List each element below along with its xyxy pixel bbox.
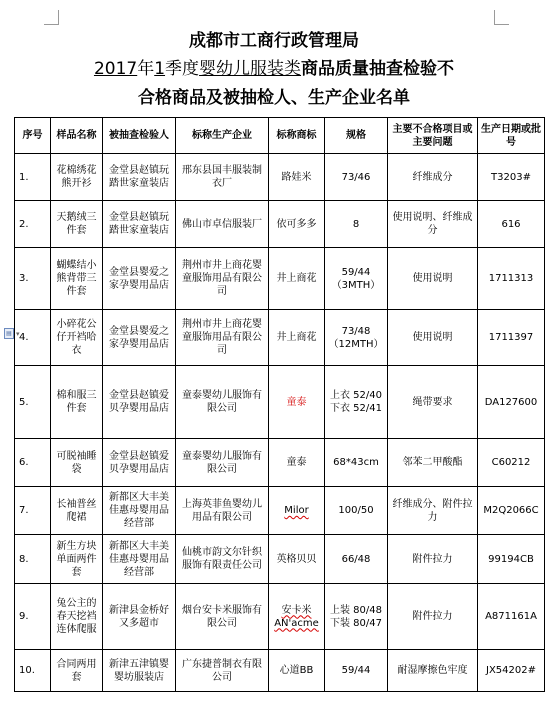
cell-name: 合同两用套 — [51, 650, 103, 692]
cell-batch: 99194CB — [478, 535, 545, 584]
header-spec: 规格 — [325, 118, 388, 154]
chevron-down-icon[interactable]: ▾ — [16, 330, 20, 338]
cell-seller: 金堂县赵镇爱贝孕婴用品店 — [103, 439, 176, 487]
cell-spec: 上装 80/48 下装 80/47 — [325, 584, 388, 650]
subtitle-rest: 商品质量抽查检验不 — [301, 59, 455, 79]
cell-spec: 73/46 — [325, 154, 388, 201]
cell-name: 天鹅绒三件套 — [51, 201, 103, 248]
cell-maker: 佛山市卓信服装厂 — [176, 201, 269, 248]
cell-maker: 仙桃市韵文尔针织服饰有限责任公司 — [176, 535, 269, 584]
cell-name: 蝴蝶结小熊背带三件套 — [51, 248, 103, 310]
cell-no: 6. — [15, 439, 51, 487]
cell-issue: 使用说明、纤维成分 — [388, 201, 478, 248]
cell-issue: 绳带要求 — [388, 366, 478, 439]
table-row — [15, 154, 545, 201]
quarter-suffix: 季度 — [165, 59, 200, 79]
cell-batch: C60212 — [478, 439, 545, 487]
cell-brand: 井上商花 — [269, 310, 325, 366]
document-title: 成都市工商行政管理局 — [189, 31, 359, 51]
cell-name: 花棉绣花熊开衫 — [51, 154, 103, 201]
cell-name: 长袖普丝爬裙 — [51, 487, 103, 535]
cell-issue: 附件拉力 — [388, 535, 478, 584]
results-table — [14, 117, 545, 692]
table-row — [15, 650, 545, 692]
cell-brand: 依可多多 — [269, 201, 325, 248]
page-corner-mark-right — [494, 10, 509, 25]
cell-batch: T3203# — [478, 154, 545, 201]
cell-batch: 1711313 — [478, 248, 545, 310]
cell-seller: 新都区大丰美佳惠母婴用品经营部 — [103, 487, 176, 535]
page-corner-mark-left — [44, 10, 59, 25]
cell-spec: 8 — [325, 201, 388, 248]
header-no: 序号 — [15, 118, 51, 154]
header-name: 样品名称 — [51, 118, 103, 154]
document-title-line3: 合格商品及被抽检人、生产企业名单 — [138, 88, 410, 108]
cell-brand: 井上商花 — [269, 248, 325, 310]
cell-seller: 金堂县赵镇爱贝孕婴用品店 — [103, 366, 176, 439]
table-row — [15, 201, 545, 248]
cell-no: 1. — [15, 154, 51, 201]
cell-issue: 附件拉力 — [388, 584, 478, 650]
table-row — [15, 487, 545, 535]
cell-issue: 邻苯二甲酸酯 — [388, 439, 478, 487]
cell-maker: 童泰婴幼儿服饰有限公司 — [176, 439, 269, 487]
cell-batch: A871161A — [478, 584, 545, 650]
cell-brand: 安卡米 AN'acme — [269, 584, 325, 650]
cell-name: 棉和服三件套 — [51, 366, 103, 439]
header-batch: 生产日期或批号 — [478, 118, 545, 154]
cell-spec: 59/44（3MTH） — [325, 248, 388, 310]
cell-batch: M2Q2066C — [478, 487, 545, 535]
cell-issue: 使用说明 — [388, 248, 478, 310]
cell-batch: DA127600 — [478, 366, 545, 439]
cell-name: 小碎花公仔开裆哈衣 — [51, 310, 103, 366]
cell-no: 9. — [15, 584, 51, 650]
year-suffix: 年 — [137, 59, 155, 79]
cell-maker: 广东捷普制衣有限公司 — [176, 650, 269, 692]
cell-maker: 荆州市井上商花婴童服饰用品有限公司 — [176, 248, 269, 310]
cell-maker: 童泰婴幼儿服饰有限公司 — [176, 366, 269, 439]
cell-no: 3. — [15, 248, 51, 310]
header-brand: 标称商标 — [269, 118, 325, 154]
cell-spec: 100/50 — [325, 487, 388, 535]
table-header-row — [15, 118, 545, 154]
cell-spec: 上衣 52/40 下衣 52/41 — [325, 366, 388, 439]
cell-no: 7. — [15, 487, 51, 535]
table-row — [15, 584, 545, 650]
cell-batch: JX54202# — [478, 650, 545, 692]
cell-name: 兔公主的春天挖裆连体爬服 — [51, 584, 103, 650]
cell-brand: 英格贝贝 — [269, 535, 325, 584]
cell-maker: 邢东县国丰服装制衣厂 — [176, 154, 269, 201]
cell-no: 5. — [15, 366, 51, 439]
cell-maker: 烟台安卡米服饰有限公司 — [176, 584, 269, 650]
cell-seller: 金堂县婴爱之家孕婴用品店 — [103, 310, 176, 366]
cell-seller: 新津县金桥好又多超市 — [103, 584, 176, 650]
header-issue: 主要不合格项目或主要问题 — [388, 118, 478, 154]
cell-issue: 使用说明 — [388, 310, 478, 366]
cell-batch: 1711397 — [478, 310, 545, 366]
cell-maker: 上海英菲鱼婴幼儿用品有限公司 — [176, 487, 269, 535]
table-row — [15, 439, 545, 487]
cell-maker: 荆州市井上商花婴童服饰用品有限公司 — [176, 310, 269, 366]
cell-brand: 心道BB — [269, 650, 325, 692]
cell-issue: 纤维成分 — [388, 154, 478, 201]
cell-seller: 新津五津镇婴婴坊服装店 — [103, 650, 176, 692]
table-row — [15, 535, 545, 584]
document-subtitle — [0, 54, 548, 79]
cell-issue: 纤维成分、附件拉力 — [388, 487, 478, 535]
table-row — [15, 366, 545, 439]
product-category: 婴幼儿服装类 — [199, 59, 302, 79]
table-row — [15, 310, 545, 366]
year: 2017 — [93, 59, 138, 79]
cell-spec: 66/48 — [325, 535, 388, 584]
cell-no: 8. — [15, 535, 51, 584]
cell-brand: Milor — [269, 487, 325, 535]
cell-no: 10. — [15, 650, 51, 692]
cell-seller: 金堂县婴爱之家孕婴用品店 — [103, 248, 176, 310]
header-maker: 标称生产企业 — [176, 118, 269, 154]
cell-brand: 童泰 — [269, 366, 325, 439]
cell-no: 4. — [15, 310, 51, 366]
cell-seller: 金堂县赵镇玩踏世家童装店 — [103, 201, 176, 248]
cell-spec: 68*43cm — [325, 439, 388, 487]
cell-name: 可脱袖睡袋 — [51, 439, 103, 487]
cell-seller: 新都区大丰美佳惠母婴用品经营部 — [103, 535, 176, 584]
paste-options-icon[interactable]: ▤ — [4, 328, 14, 339]
cell-brand: 童泰 — [269, 439, 325, 487]
quarter: 1 — [154, 59, 166, 79]
cell-issue: 耐湿摩擦色牢度 — [388, 650, 478, 692]
cell-brand: 路娃米 — [269, 154, 325, 201]
cell-no: 2. — [15, 201, 51, 248]
cell-spec: 59/44 — [325, 650, 388, 692]
header-seller: 被抽查检验人 — [103, 118, 176, 154]
cell-spec: 73/48（12MTH） — [325, 310, 388, 366]
cell-batch: 616 — [478, 201, 545, 248]
table-row — [15, 248, 545, 310]
results-table-container — [14, 117, 544, 692]
cell-seller: 金堂县赵镇玩踏世家童装店 — [103, 154, 176, 201]
cell-name: 新生方块单面两件套 — [51, 535, 103, 584]
